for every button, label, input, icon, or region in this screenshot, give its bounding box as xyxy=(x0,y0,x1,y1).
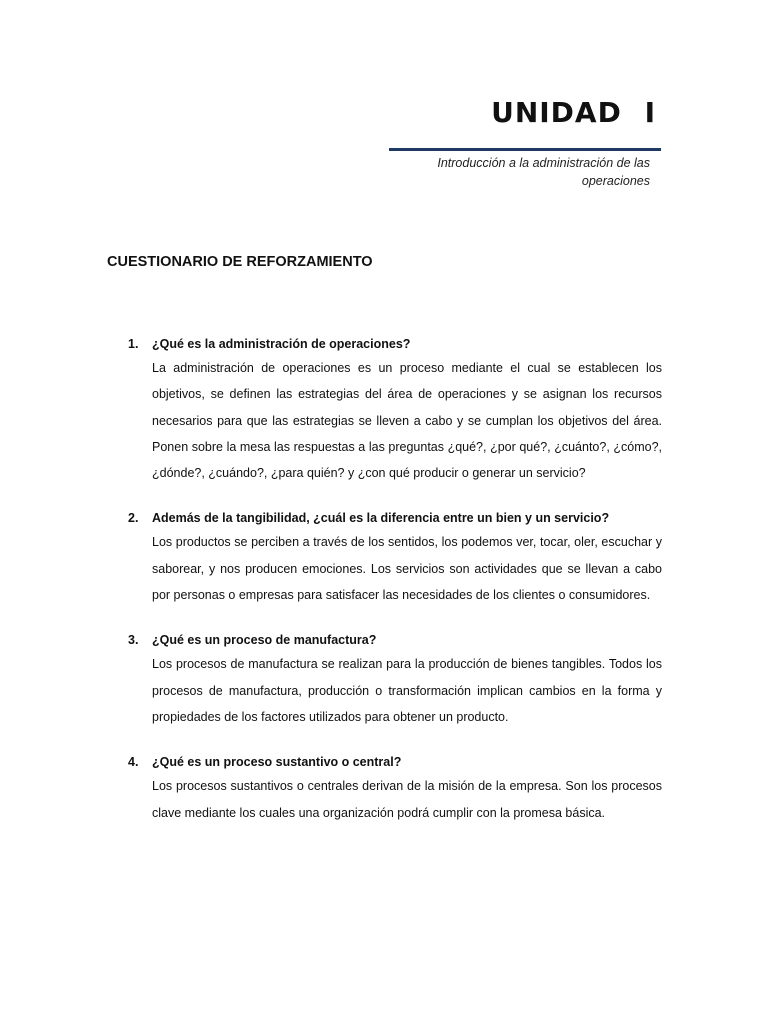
question-number: 3. xyxy=(128,633,139,648)
unit-subtitle: Introducción a la administración de las operaciones xyxy=(437,156,650,188)
answer-text: Los productos se perciben a través de los sentidos, los podemos ver, tocar, oler, escuchar y saborear, y nos producen emociones. Los servicios son actividades que se llevan a cabo por personas o empresas para satisfacer las necesidades de los clientes o consumidores. xyxy=(152,535,662,603)
question-number: 2. xyxy=(128,511,139,526)
answer-text: Los procesos sustantivos o centrales derivan de la misión de la empresa. Son los procesos clave mediante los cuales una organización podrá cumplir con la promesa básica. xyxy=(152,779,662,820)
unit-title: UNIDAD I xyxy=(491,96,656,129)
question-text: ¿Qué es un proceso sustantivo o central? xyxy=(152,755,402,770)
question-item-3 xyxy=(0,631,768,730)
section-title: CUESTIONARIO DE REFORZAMIENTO xyxy=(107,254,373,270)
question-item-4 xyxy=(0,753,768,826)
question-number: 4. xyxy=(128,755,139,770)
question-number: 1. xyxy=(128,337,139,351)
question-text: ¿Qué es la administración de operaciones? xyxy=(152,337,411,351)
answer-text: La administración de operaciones es un proceso mediante el cual se establecen los objetivos, se definen las estrategias del área de operaciones y se asignan los recursos necesarios para que las estrategias se lleven a cabo y se cumplan los objetivos del área. Ponen sobre la mesa las respuestas a las preguntas ¿qué?, ¿por qué?, ¿cuánto?, ¿cómo?, ¿dónde?, ¿cuándo?, ¿para quién? y ¿con qué producir o generar un servicio? xyxy=(152,361,662,481)
question-item-2 xyxy=(0,509,768,608)
answer-text: Los procesos de manufactura se realizan para la producción de bienes tangibles. Todos los procesos de manufactura, producción o transformación implican cambios en la forma y propiedades de los factores utilizados para obtener un producto. xyxy=(152,657,662,724)
question-list xyxy=(0,335,768,849)
question-text: Además de la tangibilidad, ¿cuál es la diferencia entre un bien y un servicio? xyxy=(152,511,610,526)
question-text: ¿Qué es un proceso de manufactura? xyxy=(152,633,377,648)
unit-header-divider xyxy=(389,148,661,151)
unit-header xyxy=(491,96,656,129)
question-item-1 xyxy=(0,335,768,486)
